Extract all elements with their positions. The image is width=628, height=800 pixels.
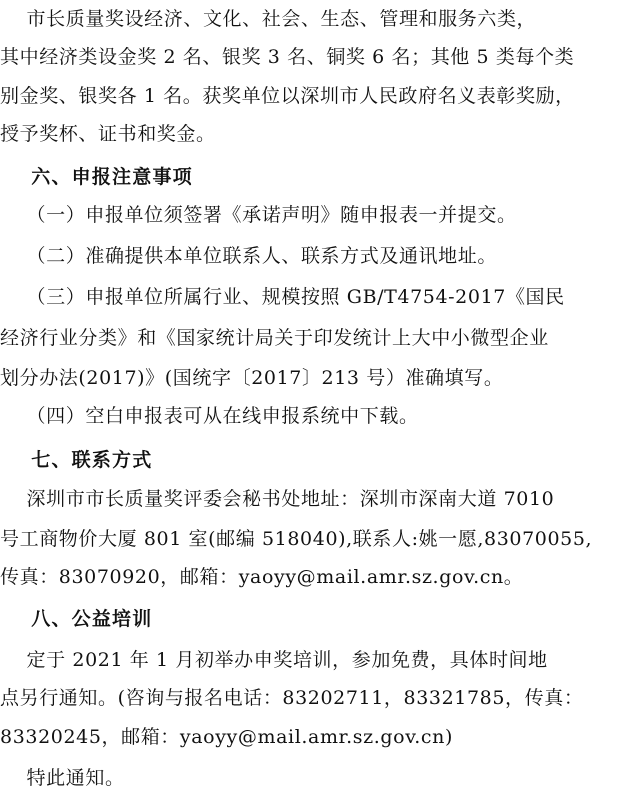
section-6-item-line: （一）申报单位须签署《承诺声明》随申报表一并提交。 (0, 204, 517, 226)
section-6-item-line: （三）申报单位所属行业、规模按照 GB/T4754-2017《国民 (0, 286, 565, 308)
training-paragraph-line: 83320245，邮箱：yaoyy@mail.amr.sz.gov.cn) (0, 726, 454, 748)
closing-line: 特此通知。 (0, 767, 125, 789)
section-6-item-line: 经济行业分类》和《国家统计局关于印发统计上大中小微型企业 (0, 327, 549, 349)
awards-paragraph-line: 别金奖、银奖各 1 名。获奖单位以深圳市人民政府名义表彰奖励， (0, 85, 575, 107)
awards-paragraph-line: 市长质量奖设经济、文化、社会、生态、管理和服务六类， (0, 8, 537, 30)
awards-paragraph-line: 授予奖杯、证书和奖金。 (0, 123, 216, 145)
section-6-item-line: （四）空白申报表可从在线申报系统中下载。 (0, 405, 419, 427)
section-6-heading: 六、申报注意事项 (0, 166, 193, 188)
training-paragraph-line: 点另行通知。(咨询与报名电话：83202711，83321785，传真： (0, 687, 584, 709)
section-6-item-line: （二）准确提供本单位联系人、联系方式及通讯地址。 (0, 245, 497, 267)
section-7-heading: 七、联系方式 (0, 449, 153, 471)
contact-paragraph-line: 深圳市市长质量奖评委会秘书处地址：深圳市深南大道 7010 (0, 488, 555, 510)
section-6-item-line: 划分办法(2017)》(国统字〔2017〕213 号）准确填写。 (0, 367, 504, 389)
section-8-heading: 八、公益培训 (0, 608, 153, 630)
awards-paragraph-line: 其中经济类设金奖 2 名、银奖 3 名、铜奖 6 名；其他 5 类每个类 (0, 46, 575, 68)
contact-paragraph-line: 号工商物价大厦 801 室(邮编 518040),联系人:姚一愿,83070055, (0, 528, 593, 550)
training-paragraph-line: 定于 2021 年 1 月初举办申奖培训，参加免费，具体时间地 (0, 649, 548, 671)
contact-paragraph-line: 传真：83070920，邮箱：yaoyy@mail.amr.sz.gov.cn。 (0, 566, 524, 588)
